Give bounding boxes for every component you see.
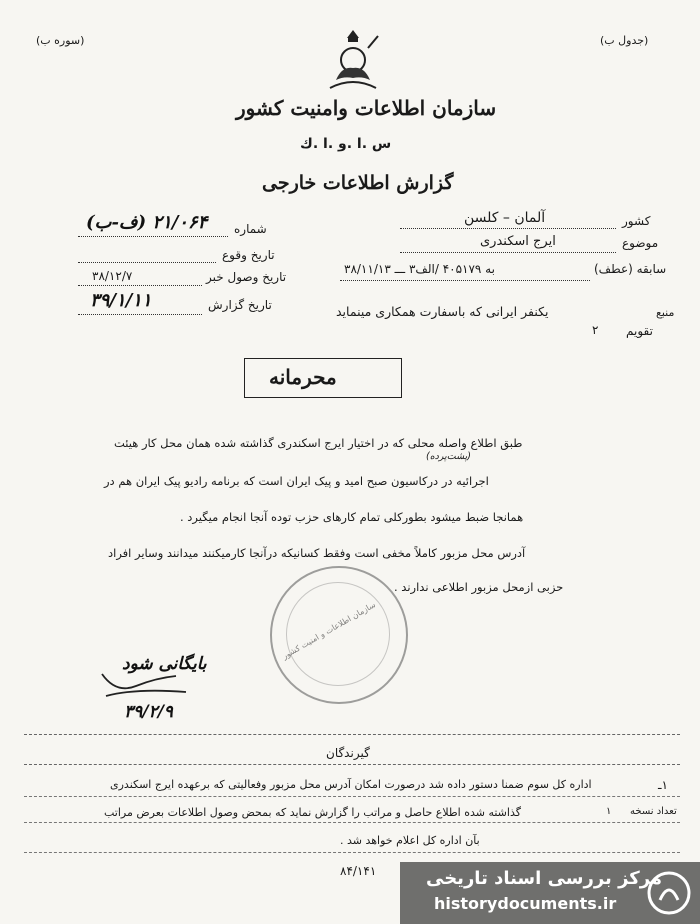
- recipient-item-number: ۱ـ: [658, 778, 668, 792]
- recipient-item-text: اداره کل سوم ضمنا دستور داده شد درصورت امکان آدرس محل مزبور وفعالیتی که برعهده ایرج اسکندری: [110, 778, 592, 791]
- country-label: کشور: [622, 214, 651, 228]
- evaluation-value: ۲: [592, 323, 599, 337]
- bottom-number: ۸۴/۱۴۱: [340, 864, 377, 878]
- lion-and-sun-emblem-icon: [322, 28, 384, 94]
- number-label: شماره: [234, 222, 267, 236]
- body-annotation: (پشت‌پرده): [426, 451, 471, 462]
- signature-name: بایگانی شود: [122, 654, 207, 674]
- recipient-line-3: بآن اداره کل اعلام خواهد شد .: [340, 834, 480, 847]
- source-value: یکنفر ایرانی که باسفارت همکاری مینماید: [336, 304, 549, 319]
- watermark-box: [400, 862, 700, 924]
- org-title: سازمان اطلاعات وامنیت کشور: [236, 96, 497, 120]
- classification-label: محرمانه: [269, 365, 337, 389]
- number-value: ۲۱/۰۶۴ (ف-ب): [86, 212, 208, 233]
- report-date-label: تاریخ گزارش: [208, 298, 272, 312]
- receipt-label: تاریخ وصول خبر: [206, 270, 287, 284]
- source-label: منبع: [656, 306, 675, 319]
- body-line-3: همانجا ضبط میشود بطورکلی تمام کارهای حزب توده آنجا انجام میگیرد .: [180, 510, 524, 524]
- form-label-right: (جدول ب): [600, 34, 649, 47]
- body-line-4: آدرس محل مزبور کاملاً مخفی است وفقط کسانیکه درآنجا کارمیکنند میدانند وسایر افراد: [108, 546, 526, 560]
- evaluation-label: تقویم: [626, 324, 653, 338]
- recipient-line-2: گذاشته شده اطلاع حاصل و مراتب را گزارش نماید که بمحض وصول اطلاعات بعرض مراتب: [104, 806, 521, 819]
- subject-label: موضوع: [622, 236, 659, 250]
- body-line-1: طبق اطلاع واصله محلی که در اختیار ایرج اسکندری گذاشته شده همان محل کار هیئت: [114, 436, 523, 450]
- recipients-heading: گیرندگان: [326, 746, 370, 760]
- receipt-value: ۳۸/۱۲/۷: [92, 269, 133, 283]
- round-seal-stamp: [270, 566, 408, 704]
- watermark-line-2: historydocuments.ir: [434, 894, 617, 913]
- body-line-2: اجرائیه در درکاسیون صبح امید و پیک ایران است که برنامه رادیو پیک ایران هم در: [104, 474, 489, 488]
- report-date-value: ۳۹/۱/۱۱: [90, 290, 152, 311]
- signature-scribble-icon: [96, 664, 196, 704]
- body-line-5: حزبی ازمحل مزبور اطلاعی ندارند .: [394, 580, 564, 594]
- precedent-value: به ۴۰۵۱۷۹ /الف۳ ـــ ۳۸/۱۱/۱۳: [344, 262, 495, 276]
- seal-text: سازمان اطلاعات و امنیت کشور: [280, 600, 378, 661]
- classification-box: [244, 358, 402, 398]
- precedent-label: سابقه (عطف): [594, 262, 667, 276]
- signature-date: ۳۹/۲/۹: [124, 702, 173, 722]
- form-label-left: (سوره ب): [36, 34, 85, 47]
- org-code: س .ا .و .ا .ك: [300, 136, 392, 152]
- watermark-logo-icon: [646, 870, 692, 916]
- subject-value: ایرج اسکندری: [480, 234, 556, 249]
- copies-value: ۱: [606, 806, 612, 817]
- copies-label: تعداد نسخه: [630, 806, 677, 817]
- report-title: گزارش اطلاعات خارجی: [262, 172, 454, 194]
- watermark-line-1: مرکز بررسی اسناد تاریخی: [426, 868, 663, 889]
- country-value: آلمان – کلسن: [464, 210, 546, 226]
- occurrence-label: تاریخ وقوع: [222, 248, 275, 262]
